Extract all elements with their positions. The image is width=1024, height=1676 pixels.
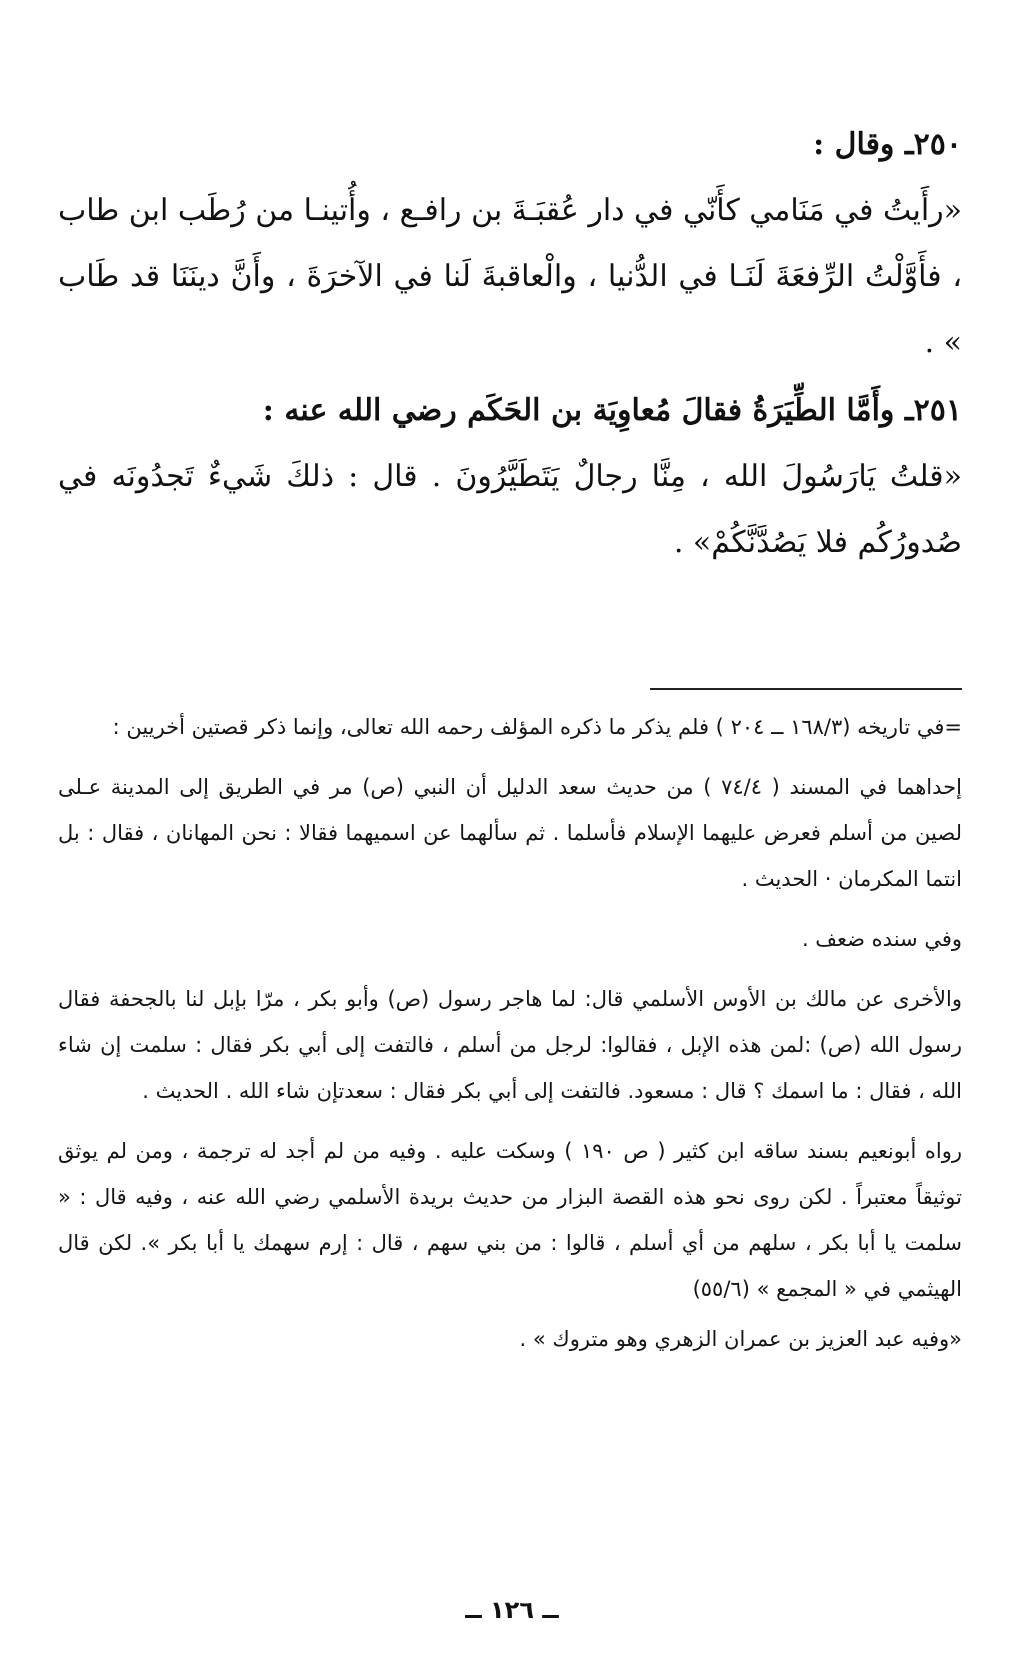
entry-250-number: ٢٥٠ <box>913 127 962 162</box>
footnote-paragraph-6: «وفيه عبد العزيز بن عمران الزهري وهو متروك » . <box>519 1327 962 1351</box>
entry-251-title: ـ وأَمَّا الطِّيَرَةُ فقالَ مُعاوِيَة بن الحَكَم رضي الله عنه : <box>262 393 914 428</box>
footnote-paragraph-4: والأخرى عن مالك بن الأوس الأسلمي قال: لما هاجر رسول (ص) وأبو بكر ، مرّا بإبل لنا بالجحفة فقال رسول الله (ص) :لمن هذه الإبل ، فقالوا: لرجل من أسلم ، فالتفت إلى أبي بكر فقال : سلمت إن شاء الله ، فقال : ما اسمك ؟ قال : مسعود. فالتفت إلى أبي بكر فقال : سعدتإن شاء الله . الحديث . <box>58 987 962 1103</box>
footnote-divider <box>650 688 962 690</box>
entry-250-heading <box>58 112 962 178</box>
page-number: ــ ١٢٦ ــ <box>465 1596 559 1624</box>
entry-250-title: ـ وقال : <box>813 127 914 162</box>
entry-251-quote: «قلتُ يَارَسُولَ الله ، مِنَّا رجالٌ يَتَطَيَّرُونَ . قال : ذلكَ شَيءٌ تَجدُونَه في صُدورُكُم فلا يَصُدَّنَّكُمْ» . <box>58 459 962 560</box>
footnotes <box>58 704 962 1362</box>
footnote-paragraph-2: إحداهما في المسند ( ٧٤/٤ ) من حديث سعد الدليل أن النبي (ص) مر في الطريق إلى المدينة عـلى لصين من أسلم فعرض عليهما الإسلام فأسلما . ثم سألهما عن اسميهما فقالا : نحن المهانان ، فقال : بل انتما المكرمان · الحديث . <box>58 775 962 891</box>
entry-250-quote: «رأَيتُ في مَنَامي كأَنّي في دار عُقبَـةَ بن رافـع ، وأُتينـا من رُطَب ابن طاب ، فأَوَّلْتُ الرِّفعَةَ لَنَـا في الدُّنيا ، والْعاقبةَ لَنا في الآخرَةَ ، وأَنَّ دينَنَا قد طَاب » . <box>58 193 962 360</box>
entry-251-number: ٢٥١ <box>913 393 962 428</box>
footnote-paragraph-5: رواه أبونعيم بسند ساقه ابن كثير ( ص ١٩٠ ) وسكت عليه . وفيه من لم أجد له ترجمة ، ومن لم يوثق توثيقاً معتبراً . لكن روى نحو هذه القصة البزار من حديث بريدة الأسلمي رضي الله عنه ، وفيه قال : « سلمت يا أبا بكر ، سلهم من أي أسلم ، قالوا : من بني سهم ، قال : إرم سهمك يا أبا بكر ». لكن قال الهيثمي في « المجمع » (٥٥/٦) <box>58 1139 962 1301</box>
footnote-paragraph-3: وفي سنده ضعف . <box>801 927 962 951</box>
footnote-paragraph-1: =في تاريخه (١٦٨/٣ ــ ٢٠٤ ) فلم يذكر ما ذكره المؤلف رحمه الله تعالى، وإنما ذكر قصتين أخريين : <box>112 715 962 739</box>
main-text <box>58 112 962 576</box>
entry-251-heading <box>58 378 962 444</box>
